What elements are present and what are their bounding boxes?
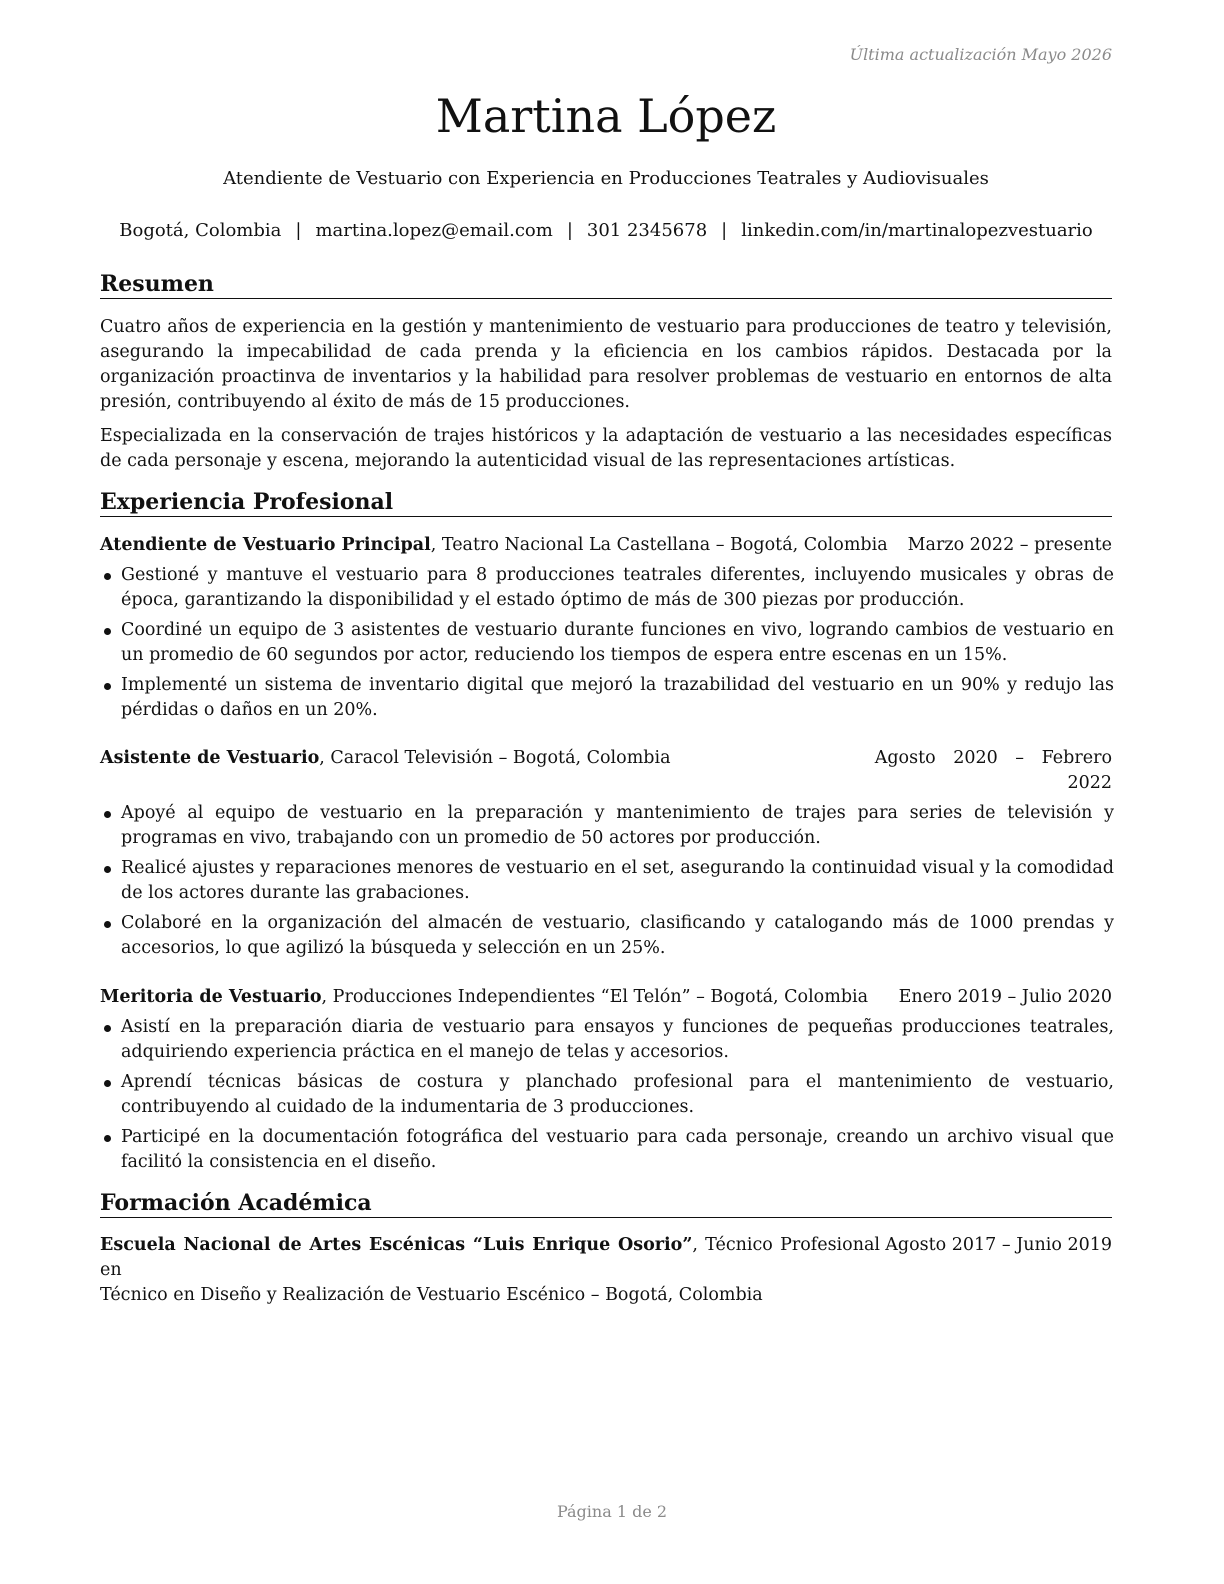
- list-item: Colaboré en la organización del almacén de vestuario, clasificando y catalogando más de 1000 prendas y accesorios, lo que agilizó la búsqueda y selección en un 25%.: [100, 911, 1114, 961]
- job-header: [100, 746, 1112, 793]
- job-dates: [875, 746, 1112, 796]
- job-company: , Caracol Televisión – Bogotá, Colombia: [319, 748, 671, 768]
- contact-location: Bogotá, Colombia: [119, 220, 282, 241]
- list-item: Asistí en la preparación diaria de vestuario para ensayos y funciones de pequeñas producciones teatrales, adquiriendo experiencia práctica en el manejo de telas y accesorios.: [100, 1015, 1114, 1065]
- job-header: [100, 533, 1112, 558]
- job-header: [100, 985, 1112, 1010]
- list-item: Participé en la documentación fotográfica del vestuario para cada personaje, creando un archivo visual que facilitó la consistencia en el diseño.: [100, 1125, 1114, 1175]
- job-dates-line1: Agosto 2020 – Febrero: [874, 748, 1112, 768]
- list-item: Coordiné un equipo de 3 asistentes de vestuario durante funciones en vivo, logrando cambios de vestuario en un promedio de 60 segundos por actor, reduciendo los tiempos de espera entre escenas en un 15%.: [100, 618, 1114, 668]
- education-entry: [100, 1233, 1112, 1308]
- education-line1: [100, 1233, 880, 1283]
- job-dates: Enero 2019 – Julio 2020: [898, 987, 1112, 1007]
- job-bullets: [100, 563, 1114, 728]
- contact-linkedin[interactable]: linkedin.com/in/martinalopezvestuario: [741, 220, 1093, 241]
- contact-email[interactable]: martina.lopez@email.com: [315, 220, 553, 241]
- education-school: Escuela Nacional de Artes Escénicas “Luis Enrique Osorio”: [100, 1235, 693, 1255]
- contact-separator: |: [566, 220, 573, 241]
- headline: Atendiente de Vestuario con Experiencia en Producciones Teatrales y Audiovisuales: [223, 168, 989, 189]
- job-role: Meritoria de Vestuario: [100, 987, 322, 1007]
- list-item: Aprendí técnicas básicas de costura y planchado profesional para el mantenimiento de vestuario, contribuyendo al cuidado de la indumentaria de 3 producciones.: [100, 1070, 1114, 1120]
- section-title-education: Formación Académica: [100, 1190, 1112, 1218]
- section-title-experience: Experiencia Profesional: [100, 489, 1112, 517]
- list-item: Gestioné y mantuve el vestuario para 8 producciones teatrales diferentes, incluyendo musicales y obras de época, garantizando la disponibilidad y el estado óptimo de más de 300 piezas por producción.: [100, 563, 1114, 613]
- job-dates-line2: 2022: [1067, 773, 1112, 793]
- contact-line: [100, 218, 1112, 244]
- job-company: , Teatro Nacional La Castellana – Bogotá, Colombia: [430, 535, 888, 555]
- contact-separator: |: [721, 220, 728, 241]
- summary-paragraph: Especializada en la conservación de trajes históricos y la adaptación de vestuario a las necesidades específicas de cada personaje y escena, mejorando la autenticidad visual de las representaciones artísticas.: [100, 426, 1112, 471]
- contact-phone: 301 2345678: [586, 220, 708, 241]
- job-role: Asistente de Vestuario: [100, 748, 320, 768]
- contact-separator: |: [295, 220, 302, 241]
- list-item: Apoyé al equipo de vestuario en la preparación y mantenimiento de trajes para series de televisión y programas en vivo, trabajando con un promedio de 50 actores por producción.: [100, 801, 1114, 851]
- candidate-name: Martina López: [435, 89, 777, 143]
- job-dates: Marzo 2022 – presente: [907, 535, 1112, 555]
- list-item: Realicé ajustes y reparaciones menores de vestuario en el set, asegurando la continuidad visual y la comodidad de los actores durante las grabaciones.: [100, 856, 1114, 906]
- summary-paragraph: Cuatro años de experiencia en la gestión y mantenimiento de vestuario para producciones de teatro y televisión, asegurando la impecabilidad de cada prenda y la eficiencia en los cambios rápidos. Destacada por la organización proactinva de inventarios y la habilidad para resolver problemas de vestuario en entornos de alta presión, contribuyendo al éxito de más de 15 producciones.: [100, 317, 1112, 412]
- education-degree: , Técnico Profesional en: [100, 1235, 880, 1280]
- job-bullets: [100, 801, 1114, 966]
- job-company: , Producciones Independientes “El Telón” – Bogotá, Colombia: [321, 987, 869, 1007]
- education-dates: Agosto 2017 – Junio 2019: [885, 1235, 1112, 1255]
- page-number: Página 1 de 2: [556, 1502, 668, 1521]
- last-updated: Última actualización Mayo 2026: [849, 45, 1112, 64]
- list-item: Implementé un sistema de inventario digital que mejoró la trazabilidad del vestuario en un 90% y redujo las pérdidas o daños en un 20%.: [100, 673, 1114, 723]
- education-degree-detail: Técnico en Diseño y Realización de Vestuario Escénico – Bogotá, Colombia: [100, 1285, 763, 1305]
- job-role: Atendiente de Vestuario Principal: [100, 535, 431, 555]
- job-bullets: [100, 1015, 1114, 1180]
- section-title-summary: Resumen: [100, 271, 1112, 299]
